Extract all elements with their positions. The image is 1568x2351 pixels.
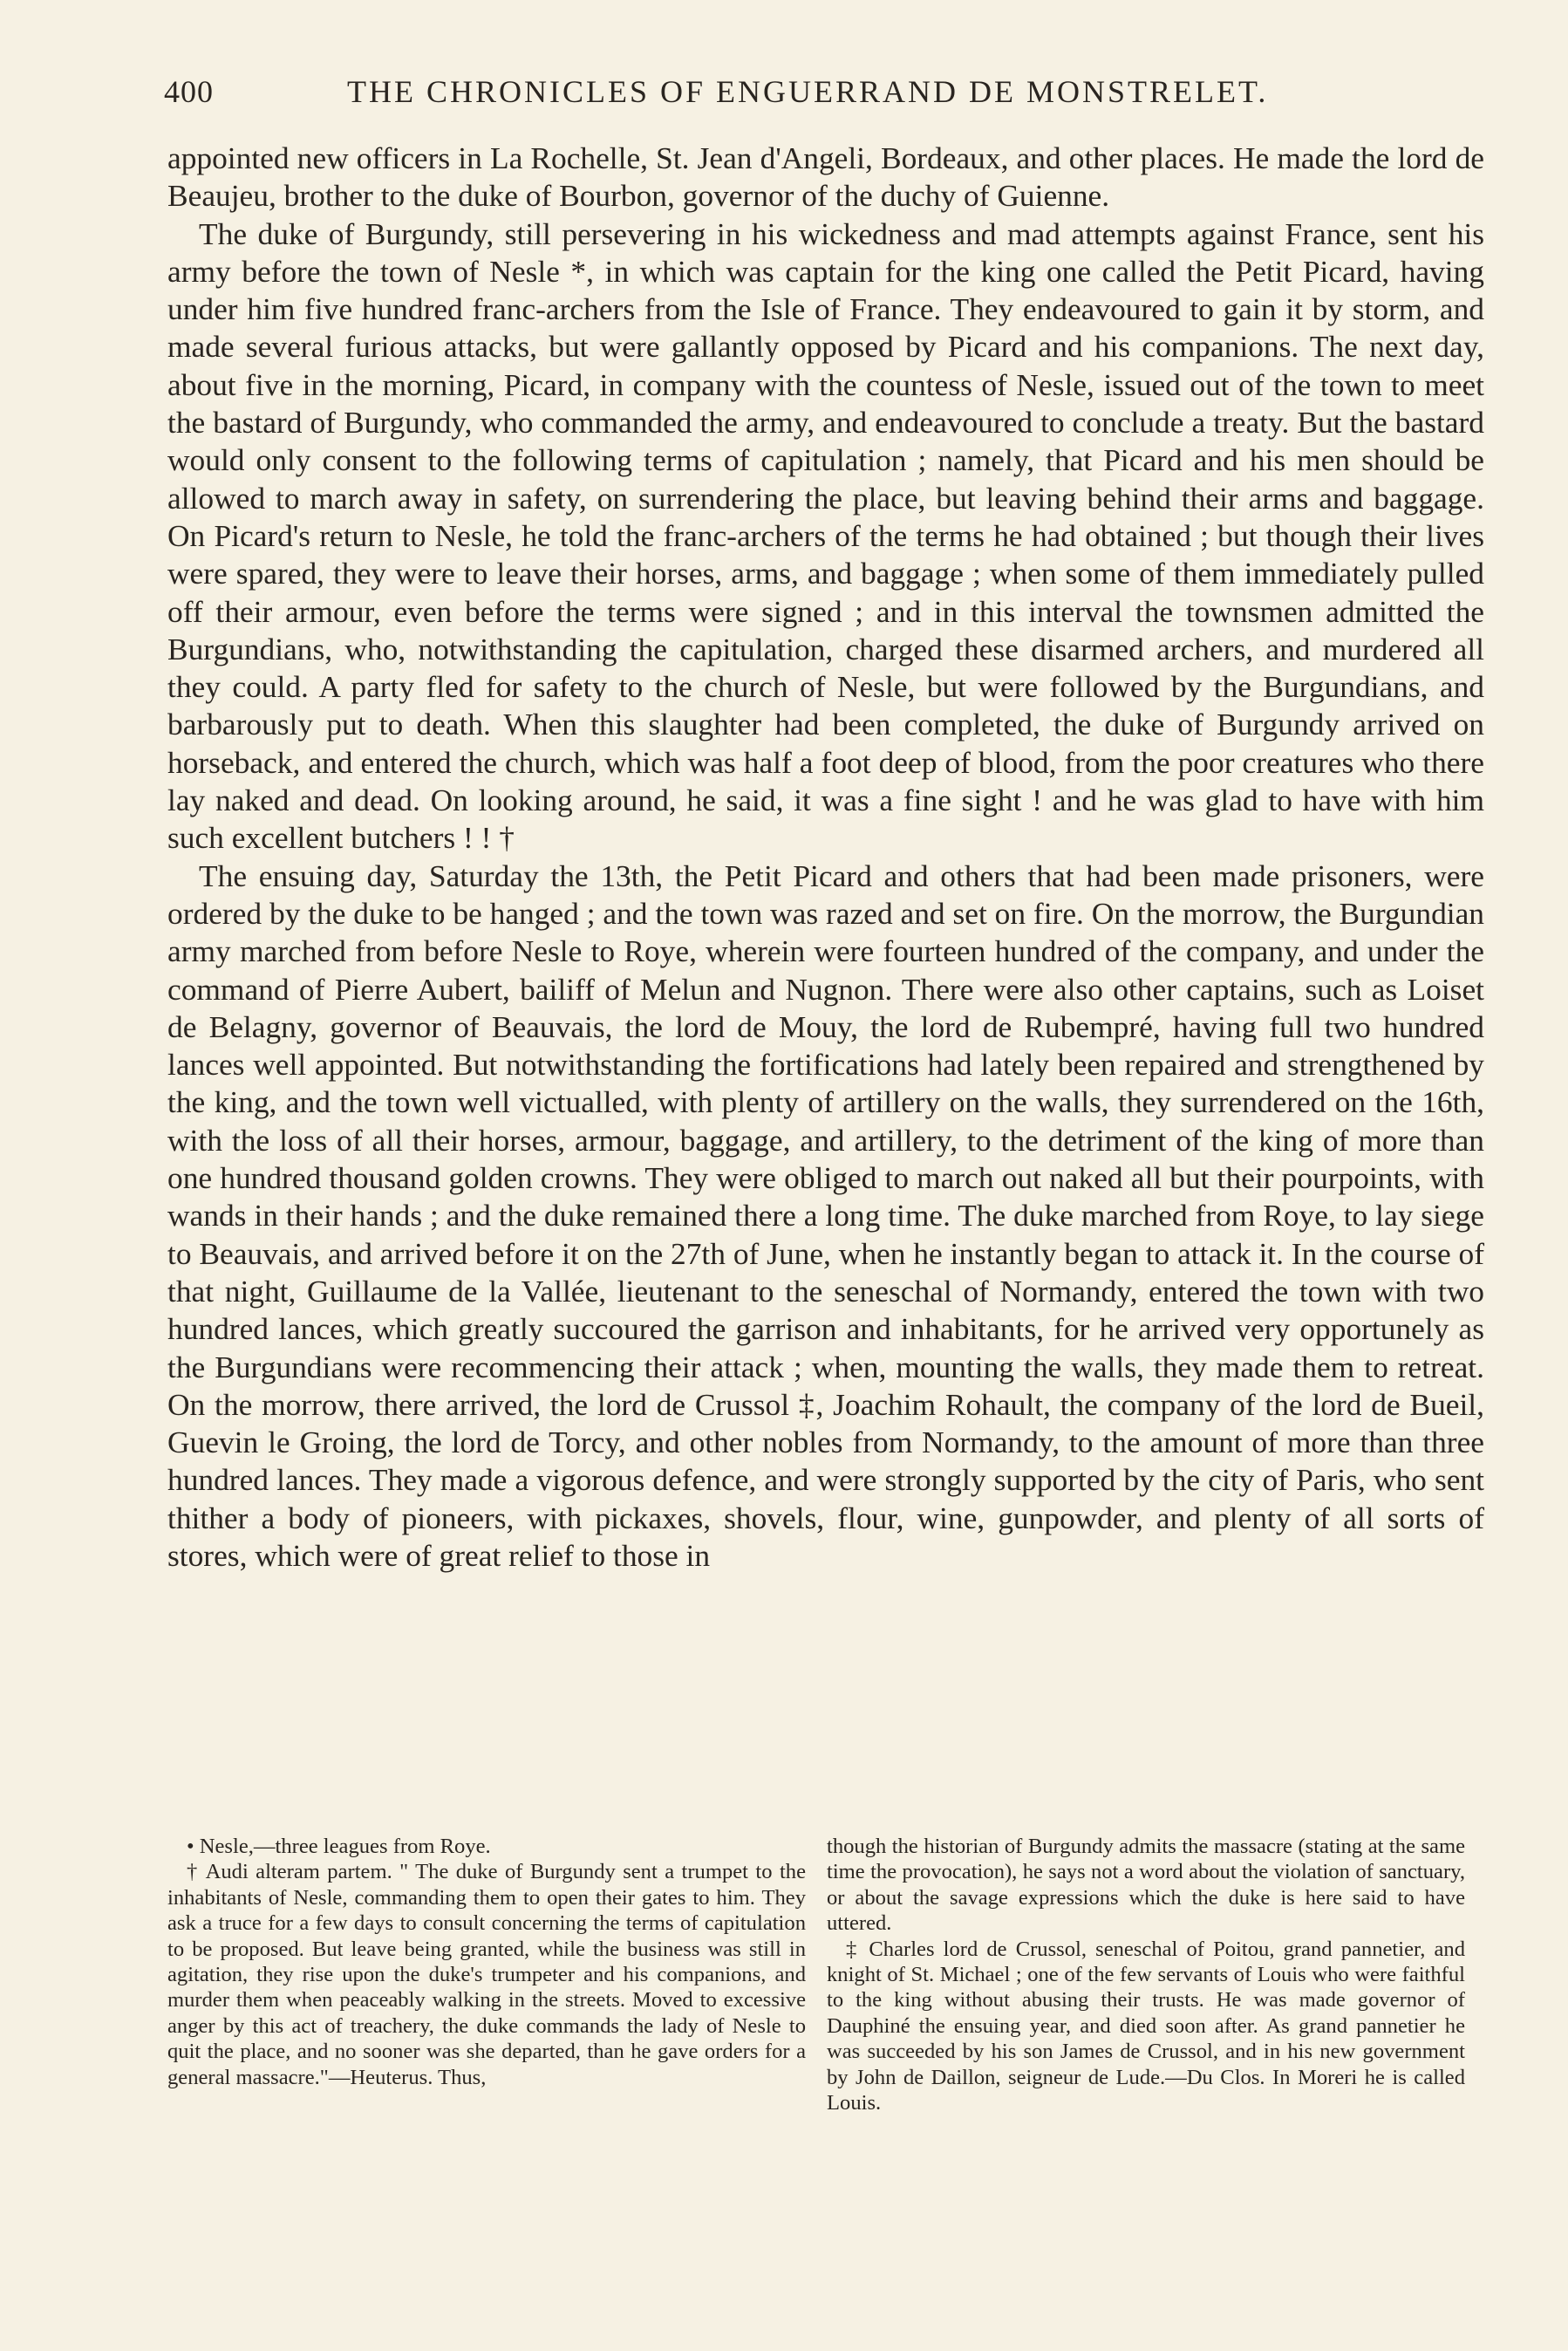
footnote: † Audi alteram partem. " The duke of Burgundy sent a trumpet to the inhabitants of Nesle, commanding them to open their gates to him. They ask a truce for a few days to consult concerning the terms of capitulation to be proposed. But leave being granted, while the business was still in agitation, they rise upon the duke's trumpeter and his companions, and murder them when peaceably walking in the streets. Moved to excessive anger by this act of treachery, the duke commands the lady of Nesle to quit the place, and no sooner was she departed, than he gave orders for a general massacre."—Heuterus. Thus, [167,1860,806,2089]
paragraph: appointed new officers in La Rochelle, St. Jean d'Angeli, Bordeaux, and other places. He made the lord de Beaujeu, brother to the duke of Bourbon, governor of the duchy of Guienne. [167,140,1484,214]
footnote-column-right [827,1834,1465,2115]
footnote-column-left [167,1834,806,2090]
footnote: ‡ Charles lord de Crussol, seneschal of Poitou, grand pannetier, and knight of St. Michael ; one of the few servants of Louis who were faithful to the king without abusing their trusts. He was made governor of Dauphiné the ensuing year, and died soon after. As grand pannetier he was succeeded by his son James de Crussol, and in his new government by John de Daillon, seigneur de Lude.—Du Clos. In Moreri he is called Louis. [827,1937,1465,2115]
main-text [167,140,1484,1575]
footnotes [167,1834,1484,2209]
paragraph: The duke of Burgundy, still persevering in his wickedness and mad attempts against France, sent his army before the town of Nesle *, in which was captain for the king one called the Petit Picard, having under him five hundred franc-archers from the Isle of France. They endeavoured to gain it by storm, and made several furious attacks, but were gallantly opposed by Picard and his companions. The next day, about five in the morning, Picard, in company with the countess of Nesle, issued out of the town to meet the bastard of Burgundy, who commanded the army, and endeavoured to conclude a treaty. But the bastard would only consent to the following terms of capitulation ; namely, that Picard and his men should be allowed to march away in safety, on surrendering the place, but leaving behind their arms and baggage. On Picard's return to Nesle, he told the franc-archers of the terms he had obtained ; but though their lives were spared, they were to leave their horses, arms, and baggage ; when some of them immediately pulled off their armour, even before the terms were signed ; and in this interval the townsmen admitted the Burgundians, who, notwithstanding the capitulation, charged these disarmed archers, and murdered all they could. A party fled for safety to the church of Nesle, but were followed by the Burgundians, and barbarously put to death. When this slaughter had been completed, the duke of Burgundy arrived on horseback, and entered the church, which was half a foot deep of blood, from the poor creatures who there lay naked and dead. On looking around, he said, it was a fine sight ! and he was glad to have with him such excellent butchers ! ! † [167,215,1484,856]
paragraph: The ensuing day, Saturday the 13th, the Petit Picard and others that had been made prisoners, were ordered by the duke to be hanged ; and the town was razed and set on fire. On the morrow, the Burgundian army marched from before Nesle to Roye, wherein were fourteen hundred of the company, and under the command of Pierre Aubert, bailiff of Melun and Nugnon. There were also other captains, such as Loiset de Belagny, governor of Beauvais, the lord de Mouy, the lord de Rubempré, having full two hundred lances well appointed. But notwithstanding the fortifications had lately been repaired and strengthened by the king, and the town well victualled, with plenty of artillery on the walls, they surrendered on the 16th, with the loss of all their horses, armour, baggage, and artillery, to the detriment of the king of more than one hundred thousand golden crowns. They were obliged to march out naked all but their pourpoints, with wands in their hands ; and the duke remained there a long time. The duke marched from Roye, to lay siege to Beauvais, and arrived before it on the 27th of June, when he instantly began to attack it. In the course of that night, Guillaume de la Vallée, lieutenant to the seneschal of Normandy, entered the town with two hundred lances, which greatly succoured the garrison and inhabitants, for he arrived very opportunely as the Burgundians were recommencing their attack ; when, mounting the walls, they made them to retreat. On the morrow, there arrived, the lord de Crussol ‡, Joachim Rohault, the company of the lord de Bueil, Guevin le Groing, the lord de Torcy, and other nobles from Normandy, to the amount of more than three hundred lances. They made a vigorous defence, and were strongly supported by the city of Paris, who sent thither a body of pioneers, with pickaxes, shovels, flour, wine, gunpowder, and plenty of all sorts of stores, which were of great relief to those in [167,858,1484,1573]
running-head [164,73,1476,126]
running-title: THE CHRONICLES OF ENGUERRAND DE MONSTRELET. [347,74,1269,109]
page-number: 400 [164,74,214,109]
footnote: • Nesle,—three leagues from Roye. [187,1835,491,1858]
footnote: though the historian of Burgundy admits the massacre (stating at the same time the provocation), he says not a word about the violation of sanctuary, or about the savage expressions which the duke is here said to have uttered. [827,1835,1465,1936]
